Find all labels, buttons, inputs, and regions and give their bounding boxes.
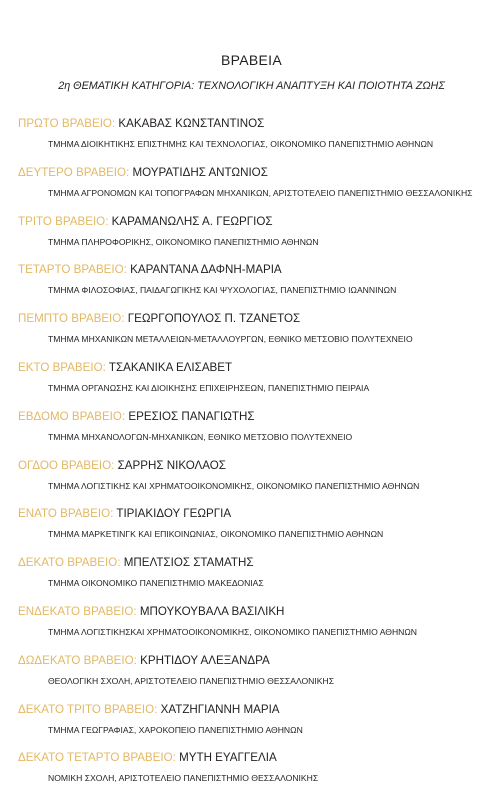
award-department: ΘΕΟΛΟΓΙΚΗ ΣΧΟΛΗ, ΑΡΙΣΤΟΤΕΛΕΙΟ ΠΑΝΕΠΙΣΤΗΜΙΟ ΘΕΣΣΑΛΟΝΙΚΗΣ xyxy=(48,675,335,686)
award-entry-11 xyxy=(18,604,496,653)
award-department: ΤΜΗΜΑ ΦΙΛΟΣΟΦΙΑΣ, ΠΑΙΔΑΓΩΓΙΚΗΣ ΚΑΙ ΨΥΧΟΛΟΓΙΑΣ, ΠΑΝΕΠΙΣΤΗΜΙΟ ΙΩΑΝΝΙΝΩΝ xyxy=(48,285,397,296)
award-entry-6 xyxy=(18,360,496,409)
award-department: ΤΜΗΜΑ ΑΓΡΟΝΟΜΩΝ ΚΑΙ ΤΟΠΟΓΡΑΦΩΝ ΜΗΧΑΝΙΚΩΝ, ΑΡΙΣΤΟΤΕΛΕΙΟ ΠΑΝΕΠΙΣΤΗΜΙΟ ΘΕΣΣΑΛΟΝΙΚΗΣ xyxy=(48,187,473,198)
award-department: ΤΜΗΜΑ ΜΑΡΚΕΤΙΝΓΚ ΚΑΙ ΕΠΙΚΟΙΝΩΝΙΑΣ, ΟΙΚΟΝΟΜΙΚΟ ΠΑΝΕΠΙΣΤΗΜΙΟ ΑΘΗΝΩΝ xyxy=(48,529,384,540)
award-rank: ΕΒΔΟΜΟ ΒΡΑΒΕΙΟ: xyxy=(18,409,126,423)
award-rank: ΔΕΚΑΤΟ ΤΡΙΤΟ ΒΡΑΒΕΙΟ: xyxy=(18,702,158,716)
award-rank: ΕΝΑΤΟ ΒΡΑΒΕΙΟ: xyxy=(18,507,114,521)
award-winner: ΤΙΡΙΑΚΙΔΟΥ ΓΕΩΡΓΙΑ xyxy=(116,507,232,521)
page-title: ΒΡΑΒΕΙΑ xyxy=(221,52,282,68)
award-winner: ΓΕΩΡΓΟΠΟΥΛΟΣ Π. ΤΖΑΝΕΤΟΣ xyxy=(127,312,301,326)
award-rank: ΕΚΤΟ ΒΡΑΒΕΙΟ: xyxy=(18,360,106,374)
award-rank: ΕΝΔΕΚΑΤΟ ΒΡΑΒΕΙΟ: xyxy=(18,604,137,618)
award-rank: ΠΡΩΤΟ ΒΡΑΒΕΙΟ: xyxy=(18,117,116,130)
award-winner: ΜΠΕΛΤΣΙΟΣ ΣΤΑΜΑΤΗΣ xyxy=(123,556,254,570)
award-department: ΝΟΜΙΚΗ ΣΧΟΛΗ, ΑΡΙΣΤΟΤΕΛΕΙΟ ΠΑΝΕΠΙΣΤΗΜΙΟ ΘΕΣΣΑΛΟΝΙΚΗΣ xyxy=(48,773,319,784)
award-winner: ΤΣΑΚΑΝΙΚΑ ΕΛΙΣΑΒΕΤ xyxy=(108,360,233,374)
award-entry-12 xyxy=(18,653,496,702)
award-winner: ΚΑΚΑΒΑΣ ΚΩΝΣΤΑΝΤΙΝΟΣ xyxy=(118,117,265,130)
award-rank: ΠΕΜΠΤΟ ΒΡΑΒΕΙΟ: xyxy=(18,312,125,326)
award-department: ΤΜΗΜΑ ΟΡΓΑΝΩΣΗΣ ΚΑΙ ΔΙΟΙΚΗΣΗΣ ΕΠΙΧΕΙΡΗΣΕΩΝ, ΠΑΝΕΠΙΣΤΗΜΙΟ ΠΕΙΡΑΙΑ xyxy=(48,382,370,393)
award-winner: ΜΟΥΡΑΤΙΔΗΣ ΑΝΤΩΝΙΟΣ xyxy=(132,165,268,179)
award-winner: ΚΡΗΤΙΔΟΥ ΑΛΕΞΑΝΔΡΑ xyxy=(140,653,270,667)
award-rank: ΤΕΤΑΡΤΟ ΒΡΑΒΕΙΟ: xyxy=(18,263,127,277)
award-winner: ΕΡΕΣΙΟΣ ΠΑΝΑΓΙΩΤΗΣ xyxy=(128,409,255,423)
award-entry-9 xyxy=(18,506,496,555)
award-rank: ΔΕΚΑΤΟ ΤΕΤΑΡΤΟ ΒΡΑΒΕΙΟ: xyxy=(18,751,176,765)
award-rank: ΤΡΙΤΟ ΒΡΑΒΕΙΟ: xyxy=(18,214,109,228)
award-entry-14 xyxy=(18,750,496,799)
award-department: ΤΜΗΜΑ ΔΙΟΙΚΗΤΙΚΗΣ ΕΠΙΣΤΗΜΗΣ ΚΑΙ ΤΕΧΝΟΛΟΓΙΑΣ, ΟΙΚΟΝΟΜΙΚΟ ΠΑΝΕΠΙΣΤΗΜΙΟ ΑΘΗΝΩΝ xyxy=(48,139,434,149)
award-entry-10 xyxy=(18,555,496,604)
award-winner: ΚΑΡΑΜΑΝΩΛΗΣ Α. ΓΕΩΡΓΙΟΣ xyxy=(111,214,273,228)
award-winner: ΜΠΟΥΚΟΥΒΑΛΑ ΒΑΣΙΛΙΚΗ xyxy=(139,604,285,618)
award-entry-5 xyxy=(18,311,496,360)
award-rank: ΔΕΥΤΕΡΟ ΒΡΑΒΕΙΟ: xyxy=(18,165,130,179)
award-department: ΤΜΗΜΑ ΟΙΚΟΝΟΜΙΚΟ ΠΑΝΕΠΙΣΤΗΜΙΟ ΜΑΚΕΔΟΝΙΑΣ xyxy=(48,578,264,589)
award-winner: ΧΑΤΖΗΓΙΑΝΝΗ ΜΑΡΙΑ xyxy=(160,702,280,716)
award-rank: ΟΓΔΟΟ ΒΡΑΒΕΙΟ: xyxy=(18,458,115,472)
award-department: ΤΜΗΜΑ ΜΗΧΑΝΟΛΟΓΩΝ-ΜΗΧΑΝΙΚΩΝ, ΕΘΝΙΚΟ ΜΕΤΣΟΒΙΟ ΠΟΛΥΤΕΧΝΕΙΟ xyxy=(48,431,353,442)
award-winner: ΚΑΡΑΝΤΑΝΑ ΔΑΦΝΗ-ΜΑΡΙΑ xyxy=(130,263,282,277)
award-department: ΤΜΗΜΑ ΛΟΓΙΣΤΙΚΗΣ ΚΑΙ ΧΡΗΜΑΤΟΟΙΚΟΝΟΜΙΚΗΣ, ΟΙΚΟΝΟΜΙΚΟ ΠΑΝΕΠΙΣΤΗΜΙΟ ΑΘΗΝΩΝ xyxy=(48,480,420,491)
award-department: ΤΜΗΜΑ ΓΕΩΓΡΑΦΙΑΣ, ΧΑΡΟΚΟΠΕΙΟ ΠΑΝΕΠΙΣΤΗΜΙΟ ΑΘΗΝΩΝ xyxy=(48,724,303,735)
award-winner: ΜΥΤΗ ΕΥΑΓΓΕΛΙΑ xyxy=(179,751,277,765)
award-winner: ΣΑΡΡΗΣ ΝΙΚΟΛΑΟΣ xyxy=(117,458,226,472)
award-rank: ΔΕΚΑΤΟ ΒΡΑΒΕΙΟ: xyxy=(18,556,121,570)
award-department: ΤΜΗΜΑ ΜΗΧΑΝΙΚΩΝ ΜΕΤΑΛΛΕΙΩΝ-ΜΕΤΑΛΛΟΥΡΓΩΝ, ΕΘΝΙΚΟ ΜΕΤΣΟΒΙΟ ΠΟΛΥΤΕΧΝΕΙΟ xyxy=(48,334,413,345)
award-entry-8 xyxy=(18,458,496,507)
award-department: ΤΜΗΜΑ ΠΛΗΡΟΦΟΡΙΚΗΣ, ΟΙΚΟΝΟΜΙΚΟ ΠΑΝΕΠΙΣΤΗΜΙΟ ΑΘΗΝΩΝ xyxy=(48,236,319,247)
award-rank: ΔΩΔΕΚΑΤΟ ΒΡΑΒΕΙΟ: xyxy=(18,653,137,667)
award-entry-4 xyxy=(18,262,496,311)
award-entry-2 xyxy=(18,165,496,214)
award-entry-7 xyxy=(18,409,496,458)
award-entry-1 xyxy=(18,116,496,165)
award-department: ΤΜΗΜΑ ΛΟΓΙΣΤΙΚΗΣΚΑΙ ΧΡΗΜΑΤΟΟΙΚΟΝΟΜΙΚΗΣ, ΟΙΚΟΝΟΜΙΚΟ ΠΑΝΕΠΙΣΤΗΜΙΟ ΑΘΗΝΩΝ xyxy=(48,626,417,637)
category-subtitle: 2η ΘΕΜΑΤΙΚΗ ΚΑΤΗΓΟΡΙΑ: ΤΕΧΝΟΛΟΓΙΚΗ ΑΝΑΠΤΥΞΗ ΚΑΙ ΠΟΙΟΤΗΤΑ ΖΩΗΣ xyxy=(58,80,445,92)
awards-list xyxy=(18,116,496,799)
award-entry-13 xyxy=(18,702,496,751)
award-entry-3 xyxy=(18,214,496,263)
